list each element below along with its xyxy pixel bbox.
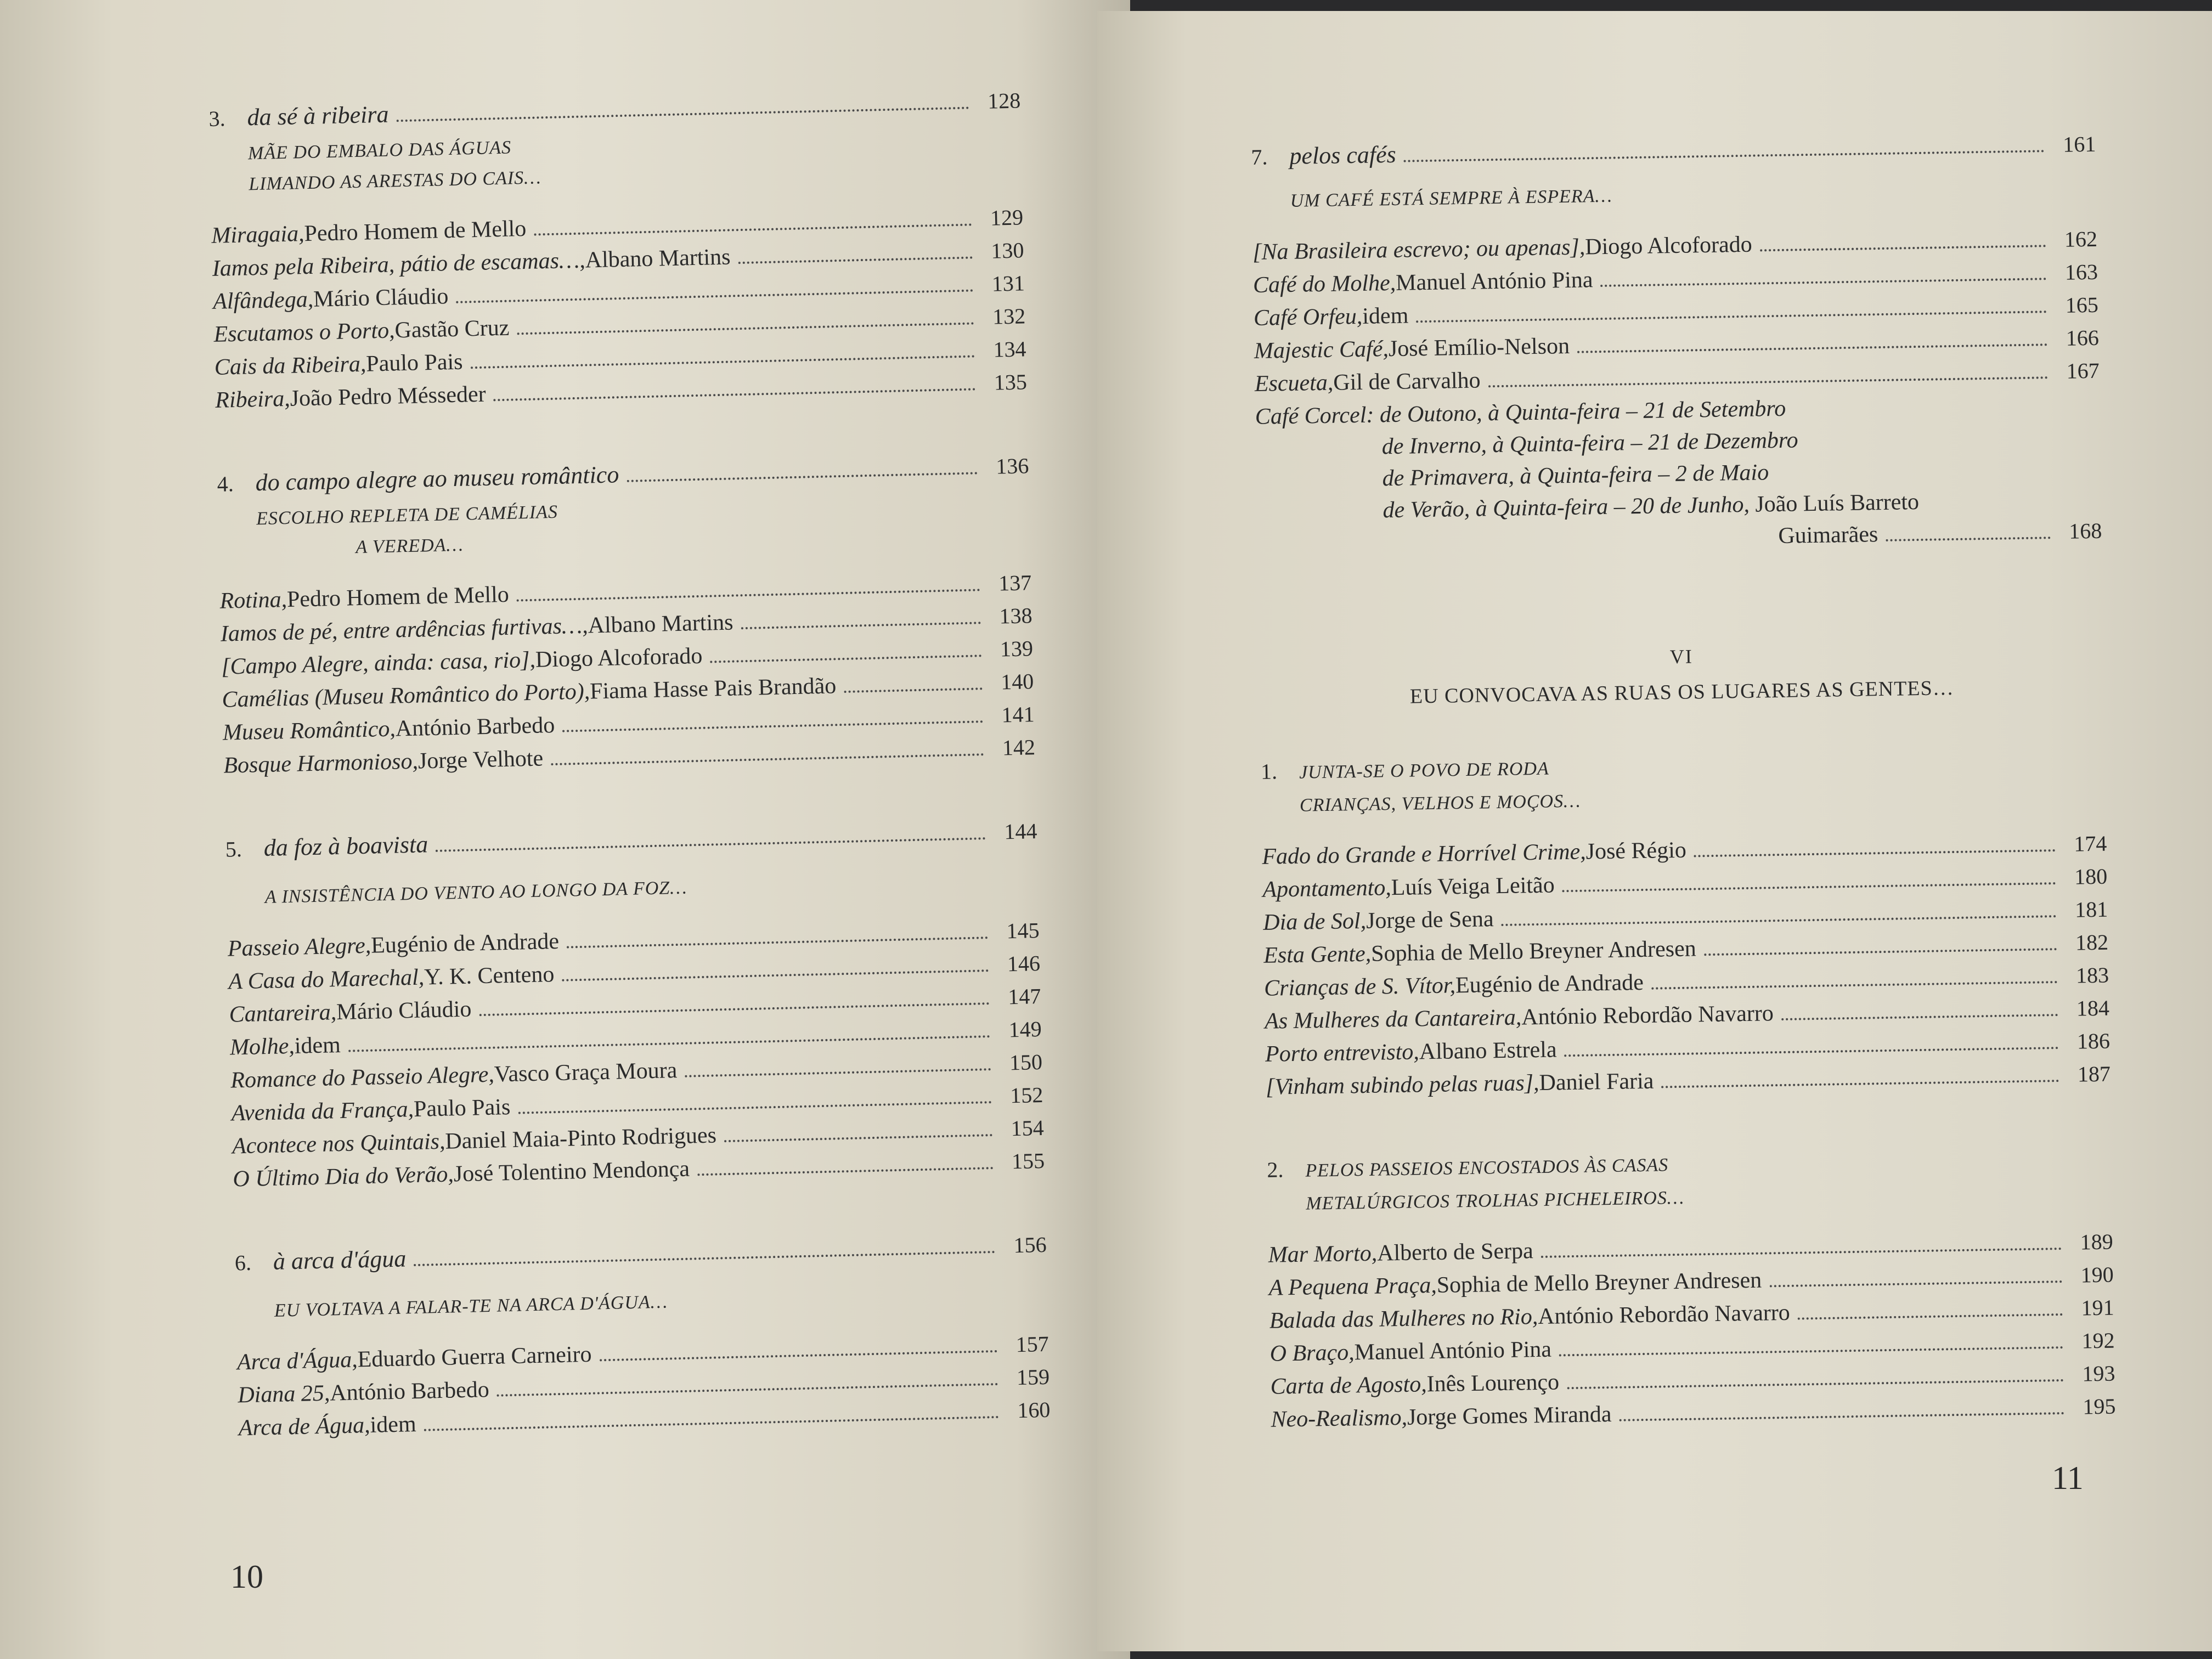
poem-title-line: de Primavera, à Quinta-feira – 2 de Maio	[1382, 460, 1769, 492]
poem-title: [Na Brasileira escrevo; ou apenas],	[1252, 234, 1585, 265]
author: Fiama Hasse Pais Brandão	[589, 673, 837, 704]
section-epigraph: JUNTA-SE O POVO DE RODA	[1299, 758, 1550, 783]
dot-leader	[1651, 981, 2057, 990]
poem-title-line: de Inverno, à Quinta-feira – 21 de Dezembro	[1381, 427, 1798, 460]
poem-title: O Braço,	[1269, 1340, 1355, 1367]
author: João Pedro Mésseder	[290, 381, 487, 411]
right-page-contents	[1251, 129, 2116, 1440]
dot-leader	[1769, 1280, 2062, 1287]
section-number: 2.	[1267, 1157, 1284, 1182]
poem-title: Escueta,	[1254, 370, 1334, 397]
author: Gastão Cruz	[394, 315, 510, 343]
page-number: 157	[1015, 1331, 1049, 1357]
dot-leader	[567, 936, 988, 948]
author: Sophia de Mello Breyner Andresen	[1436, 1267, 1762, 1298]
author: idem	[370, 1412, 417, 1438]
poem-title: Molhe,	[229, 1033, 295, 1060]
page-number: 129	[990, 205, 1024, 230]
dot-leader	[436, 837, 985, 852]
toc-section-6	[234, 1230, 1051, 1448]
poem-title: Neo-Realismo,	[1271, 1404, 1408, 1432]
page-number: 163	[2064, 259, 2098, 285]
dot-leader	[1694, 849, 2056, 857]
author: Inês Lourenço	[1426, 1369, 1560, 1397]
dot-leader	[1601, 278, 2047, 287]
section-number: 7.	[1251, 144, 1268, 170]
dot-leader	[517, 589, 980, 601]
section-epigraph: METALÚRGICOS TROLHAS PICHELEIROS…	[1306, 1187, 1685, 1214]
page-number: 139	[1000, 636, 1034, 662]
page-number: 156	[1013, 1232, 1047, 1258]
dot-leader	[397, 107, 969, 122]
page-number: 161	[2062, 131, 2096, 157]
poem-title: [Vinham subindo pelas ruas],	[1265, 1070, 1539, 1100]
poem-title: A Casa do Marechal,	[228, 964, 425, 995]
dot-leader	[1488, 376, 2048, 387]
dot-leader	[348, 1035, 990, 1052]
page-number: 186	[2076, 1028, 2111, 1054]
page-number: 128	[987, 88, 1021, 114]
author: Pedro Homem de Mello	[304, 216, 527, 247]
author: Jorge de Sena	[1365, 906, 1494, 934]
poem-title: Acontece nos Quintais,	[232, 1128, 445, 1159]
author: Alberto de Serpa	[1376, 1238, 1534, 1266]
dot-leader	[627, 472, 977, 482]
page-number: 189	[2080, 1229, 2114, 1255]
poem-title: Romance do Passeio Alegre,	[230, 1062, 495, 1093]
page-number: 174	[2073, 831, 2107, 856]
section-title: do campo alegre ao museu romântico	[255, 461, 619, 496]
page-number: 181	[2074, 896, 2108, 922]
author: Eduardo Guerra Carneiro	[357, 1341, 592, 1373]
dot-leader	[1661, 1080, 2059, 1088]
author: Daniel Maia-Pinto Rodrigues	[444, 1122, 717, 1154]
poem-title: Fado do Grande e Horrível Crime,	[1262, 839, 1587, 870]
page-number: 184	[2076, 995, 2110, 1021]
page-number: 166	[2066, 325, 2100, 351]
dot-leader	[1565, 1047, 2058, 1057]
poem-title: Dia de Sol,	[1262, 908, 1367, 935]
author: Luís Veiga Leitão	[1391, 872, 1555, 901]
author: Daniel Faria	[1539, 1068, 1654, 1096]
page-number: 132	[992, 303, 1026, 329]
author: Eugénio de Andrade	[370, 928, 560, 958]
page-number: 137	[998, 570, 1032, 596]
page-number: 152	[1009, 1082, 1043, 1108]
dot-leader	[1416, 311, 2047, 323]
page-number: 142	[1002, 735, 1036, 760]
dot-leader	[741, 622, 981, 629]
author: Diogo Alcoforado	[535, 643, 703, 673]
dot-leader	[1577, 343, 2047, 353]
author: Jorge Gomes Miranda	[1407, 1401, 1612, 1430]
folio-page-number: 10	[230, 1559, 263, 1595]
dot-leader	[1760, 245, 2046, 251]
section-title: pelos cafés	[1289, 140, 1397, 170]
poem-title: Café Orfeu,	[1253, 303, 1363, 331]
page-number: 187	[2077, 1061, 2111, 1087]
poem-title: Café do Molhe,	[1252, 270, 1396, 298]
section-number: 6.	[234, 1250, 252, 1276]
poem-title: Iamos pela Ribeira, pátio de escamas…,	[212, 247, 586, 281]
dot-leader	[1404, 150, 2045, 162]
section-epigraph: CRIANÇAS, VELHOS E MOÇOS…	[1299, 791, 1581, 816]
section-epigraph: UM CAFÉ ESTÁ SEMPRE À ESPERA…	[1290, 185, 1612, 211]
dot-leader	[1886, 537, 2050, 541]
author: Albano Estrela	[1419, 1037, 1557, 1065]
poem-title: Alfândega,	[212, 286, 314, 314]
author: Albano Martins	[588, 610, 733, 639]
page-number: 140	[1000, 669, 1034, 695]
author: João Luís Barreto	[1749, 489, 1920, 517]
poem-title: Museu Romântico,	[222, 716, 396, 746]
page-number: 138	[999, 603, 1033, 629]
author: Manuel António Pina	[1395, 267, 1593, 296]
dot-leader	[685, 1068, 991, 1077]
section-epigraph: EU VOLTAVA A FALAR-TE NA ARCA D'ÁGUA…	[274, 1291, 668, 1321]
page-number: 180	[2074, 864, 2108, 889]
page-number: 150	[1009, 1049, 1043, 1075]
page-number: 192	[2081, 1328, 2115, 1353]
dot-leader	[551, 753, 984, 765]
section-epigraph: A VEREDA…	[355, 534, 464, 558]
poem-title: O Último Dia do Verão,	[232, 1161, 454, 1192]
page-number: 155	[1011, 1148, 1045, 1174]
page-number: 149	[1008, 1016, 1042, 1042]
dot-leader	[1562, 882, 2056, 892]
poem-title: Cais da Ribeira,	[214, 351, 366, 380]
page-number: 130	[990, 238, 1024, 263]
page-number: 190	[2080, 1262, 2114, 1288]
author: Y. K. Centeno	[424, 962, 555, 990]
page-number: 167	[2066, 358, 2100, 383]
section-epigraph: ESCOLHO REPLETA DE CAMÉLIAS	[256, 501, 558, 529]
dot-leader	[738, 256, 973, 264]
dot-leader	[1559, 1346, 2063, 1356]
poem-title: Avenida da França,	[231, 1096, 414, 1126]
author: Paulo Pais	[413, 1094, 511, 1122]
section-number: 1.	[1260, 759, 1278, 784]
toc-entry-cafe-corcel	[1255, 391, 2102, 564]
author: Mário Cláudio	[313, 284, 449, 312]
section-title: da foz à boavista	[263, 831, 428, 862]
author: António Rebordão Navarro	[1537, 1300, 1791, 1330]
toc-section-3	[208, 86, 1028, 420]
toc-section-5	[225, 816, 1045, 1199]
author: António Barbedo	[395, 712, 555, 742]
poem-title: Carta de Agosto,	[1270, 1372, 1427, 1400]
poem-title: Passeio Alegre,	[227, 933, 371, 962]
part-title: EU CONVOCAVA AS RUAS OS LUGARES AS GENTES…	[1409, 676, 1955, 708]
author: idem	[294, 1032, 341, 1059]
toc-part6-section-2	[1267, 1143, 2116, 1440]
author: Jorge Velhote	[417, 746, 544, 774]
page-number: 159	[1016, 1364, 1050, 1390]
section-number: 4.	[217, 471, 234, 496]
page-number: 162	[2064, 226, 2098, 252]
poem-title-line: de Verão, à Quinta-feira – 20 de Junho,	[1383, 492, 1750, 523]
dot-leader	[697, 1167, 993, 1176]
dot-leader	[517, 322, 974, 335]
author: Paulo Pais	[365, 349, 463, 377]
poem-title: Iamos de pé, entre ardências furtivas…,	[220, 613, 589, 647]
poem-title: Miragaia,	[211, 221, 305, 249]
dot-leader	[1541, 1248, 2062, 1258]
dot-leader	[1798, 1313, 2063, 1320]
author: Vasco Graça Moura	[494, 1058, 678, 1087]
dot-leader	[1567, 1379, 2063, 1389]
author: Sophia de Mello Breyner Andresen	[1370, 936, 1697, 967]
dot-leader	[494, 388, 975, 401]
dot-leader	[1704, 948, 2057, 956]
section-epigraph: MÃE DO EMBALO DAS ÁGUAS	[247, 137, 512, 164]
author: idem	[1362, 303, 1409, 329]
poem-title: Café Corcel: de Outono, à Quinta-feira – 21 de Setembro	[1255, 396, 1786, 430]
author: José Tolentino Mendonça	[453, 1156, 690, 1187]
poem-title: Mar Morto,	[1268, 1240, 1378, 1268]
author: António Rebordão Navarro	[1521, 1001, 1774, 1030]
section-epigraph: LIMANDO AS ARESTAS DO CAIS…	[248, 167, 541, 195]
page-number: 183	[2075, 962, 2109, 988]
section-epigraph: A INSISTÊNCIA DO VENTO AO LONGO DA FOZ…	[264, 877, 687, 908]
poem-title: Majestic Café,	[1254, 336, 1389, 364]
page-number: 154	[1011, 1115, 1045, 1141]
poem-title: A Pequena Praça,	[1268, 1272, 1437, 1301]
author: Mário Cláudio	[336, 996, 472, 1025]
author: Eugénio de Andrade	[1455, 969, 1644, 998]
author: Guimarães	[1778, 522, 1878, 549]
author: Diogo Alcoforado	[1584, 232, 1753, 260]
poem-title: Arca d'Água,	[236, 1347, 358, 1375]
page-number: 135	[994, 369, 1028, 395]
page-number: 147	[1007, 984, 1041, 1009]
toc-section-7	[1251, 129, 2102, 564]
author: Pedro Homem de Mello	[286, 582, 510, 612]
poem-title: Porto entrevisto,	[1265, 1039, 1420, 1067]
poem-title: Balada das Mulheres no Rio,	[1269, 1304, 1538, 1334]
poem-title: Camélias (Museu Romântico do Porto),	[222, 679, 590, 713]
dot-leader	[1502, 915, 2057, 926]
dot-leader	[562, 969, 989, 981]
author: Manuel António Pina	[1354, 1336, 1552, 1365]
dot-leader	[479, 1002, 990, 1016]
page-number: 165	[2065, 292, 2099, 318]
section-number: 3.	[208, 106, 226, 131]
page-number: 168	[2068, 518, 2102, 544]
page-number: 134	[993, 336, 1027, 362]
poem-title: Rotina,	[219, 586, 287, 614]
poem-title: Escutamos o Porto,	[213, 318, 396, 347]
dot-leader	[456, 289, 974, 303]
dot-leader	[600, 1350, 997, 1361]
page-number: 136	[995, 453, 1029, 479]
page-number: 160	[1017, 1397, 1051, 1423]
dot-leader	[414, 1251, 995, 1266]
poem-title: Diana 25,	[237, 1380, 330, 1408]
page-number: 141	[1001, 702, 1035, 727]
page-number: 195	[2083, 1393, 2116, 1419]
toc-part6-section-1	[1261, 745, 2111, 1107]
page-number: 146	[1007, 951, 1041, 977]
dot-leader	[724, 1134, 992, 1142]
section-epigraph: PELOS PASSEIOS ENCOSTADOS ÀS CASAS	[1305, 1155, 1669, 1181]
dot-leader	[710, 654, 982, 663]
dot-leader	[497, 1383, 998, 1397]
poem-title: Apontamento,	[1262, 875, 1392, 902]
poem-title: Esta Gente,	[1263, 941, 1372, 968]
poem-title: Crianças de S. Vítor,	[1263, 973, 1456, 1001]
page-number: 182	[2075, 929, 2109, 955]
section-title: à arca d'água	[273, 1245, 407, 1275]
dot-leader	[424, 1416, 999, 1431]
author: Albano Martins	[585, 244, 731, 273]
part-number: VI	[1669, 645, 1694, 668]
folio-page-number: 11	[2052, 1460, 2084, 1496]
poem-title: [Campo Alegre, ainda: casa, rio],	[221, 647, 536, 680]
section-heading	[1251, 129, 2096, 178]
author: José Régio	[1585, 837, 1687, 865]
poem-title: Arca de Água,	[238, 1412, 371, 1441]
dot-leader	[534, 223, 972, 235]
poem-title: As Mulheres da Cantareira,	[1264, 1005, 1522, 1034]
dot-leader	[1620, 1412, 2064, 1421]
dot-leader	[562, 720, 983, 732]
page-number: 191	[2081, 1295, 2114, 1321]
poem-title: Cantareira,	[229, 1000, 337, 1028]
dot-leader	[518, 1101, 991, 1114]
section-number: 5.	[225, 836, 242, 862]
dot-leader	[1781, 1014, 2058, 1020]
dot-leader	[471, 355, 975, 369]
poem-title: Ribeira,	[215, 386, 291, 413]
left-page-contents	[208, 86, 1051, 1448]
author: José Emílio-Nelson	[1388, 333, 1570, 362]
page-number: 193	[2082, 1361, 2115, 1386]
toc-section-4	[217, 451, 1036, 785]
page-number: 145	[1006, 918, 1040, 944]
dot-leader	[844, 687, 982, 693]
right-page	[1097, 11, 2212, 1651]
section-title: da sé à ribeira	[247, 100, 389, 131]
author: António Barbedo	[329, 1376, 490, 1406]
author: Gil de Carvalho	[1333, 368, 1481, 396]
page-number: 131	[991, 270, 1025, 296]
page-number: 144	[1003, 819, 1037, 844]
poem-title: Bosque Harmonioso,	[223, 748, 419, 778]
